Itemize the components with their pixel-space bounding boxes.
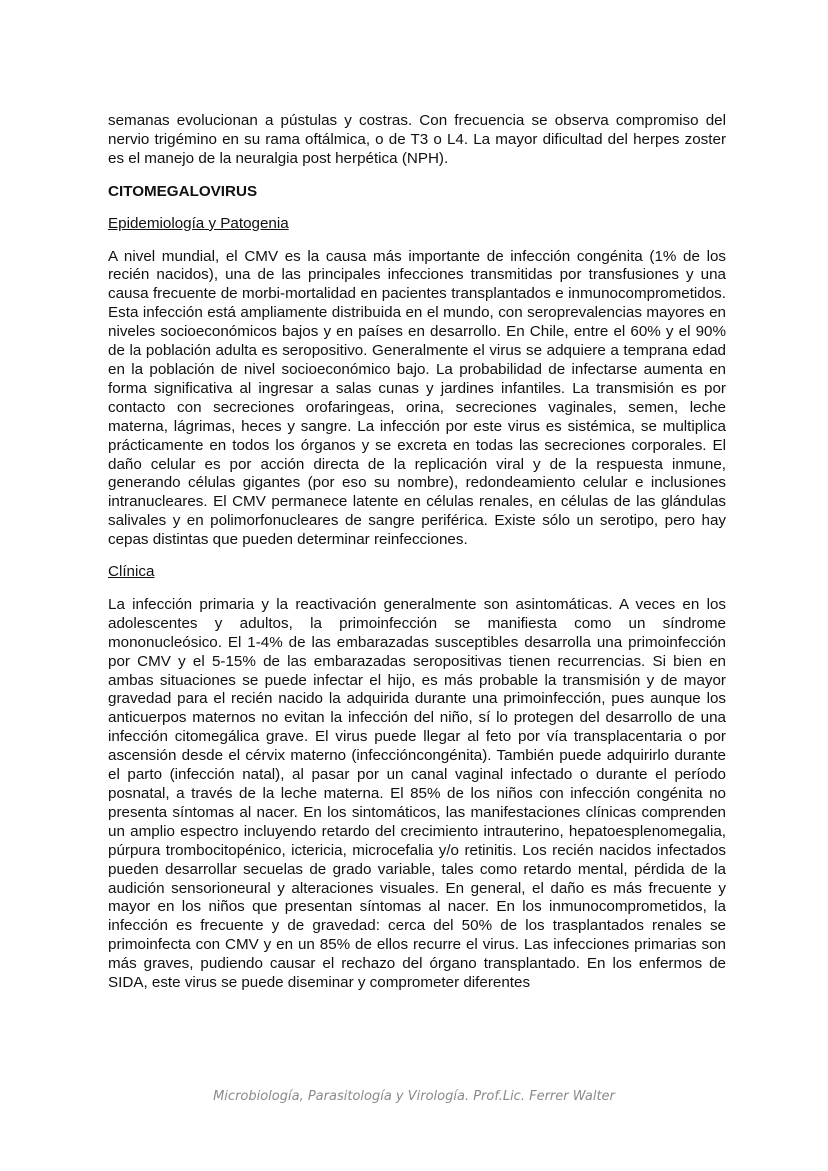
page-body [108, 112, 726, 993]
page-footer: Microbiología, Parasitología y Virología. Prof.Lic. Ferrer Walter [213, 1089, 615, 1104]
clinica-paragraph: La infección primaria y la reactivación generalmente son asintomáticas. A veces en los adolescentes y adultos, la primoinfección se manifiesta como un síndrome mononucleósico. El 1-4% de las embarazadas susceptibles desarrolla una primoinfección por CMV y el 5-15% de las embarazadas seropositivas tienen recurrencias. Si bien en ambas situaciones se puede infectar el hijo, es más probable la transmisión y de mayor gravedad para el recién nacido la adquirida durante una primoinfección, pues aunque los anticuerpos maternos no evitan la infección del niño, sí lo protegen del desarrollo de una infección citomegálica grave. El virus puede llegar al feto por vía transplacentaria o por ascensión desde el cérvix materno (infeccióncongénita). También puede adquirirlo durante el parto (infección natal), al pasar por un canal vaginal infectado o durante el período posnatal, a través de la leche materna. El 85% de los niños con infección congénita no presenta síntomas al nacer. En los sintomáticos, las manifestaciones clínicas comprenden un amplio espectro incluyendo retardo del crecimiento intrauterino, hepatoesplenomegalia, púrpura trombocitopénico, ictericia, microcefalia y/o retinitis. Los recién nacidos infectados pueden desarrollar secuelas de grado variable, tales como retardo mental, pérdida de la audición sensorioneural y alteraciones visuales. En general, el daño es más frecuente y mayor en los niños que presentan síntomas al nacer. En los inmunocomprometidos, la infección es frecuente y de gravedad: cerca del 50% de los trasplantados renales se primoinfecta con CMV y en un 85% de ellos recurre el virus. Las infecciones primarias son más graves, pudiendo causar el rechazo del órgano transplantado. En los enfermos de SIDA, este virus se puede diseminar y comprometer diferentes [108, 595, 726, 992]
clinica-heading: Clínica [108, 563, 155, 581]
epidemiology-paragraph: A nivel mundial, el CMV es la causa más importante de infección congénita (1% de los recién nacidos), una de las principales infecciones transmitidas por transfusiones y una causa frecuente de morbi-mortalidad en pacientes transplantados e inmunocomprometidos. Esta infección está ampliamente distribuida en el mundo, con seroprevalencias mayores en niveles socioeconómicos bajos y en países en desarrollo. En Chile, entre el 60% y el 90% de la población adulta es seropositivo. Generalmente el virus se adquiere a temprana edad en la población de nivel socioeconómico bajo. La probabilidad de infectarse aumenta en forma significativa al ingresar a salas cunas y jardines infantiles. La transmisión es por contacto con secreciones orofaringeas, orina, secreciones vaginales, semen, leche materna, lágrimas, heces y sangre. La infección por este virus es sistémica, se multiplica prácticamente en todos los órganos y se excreta en todas las secreciones corporales. El daño celular es por acción directa de la replicación viral y de la respuesta inmune, generando células gigantes (por eso su nombre), redondeamiento celular e inclusiones intranucleares. El CMV permanece latente en células renales, en células de las glándulas salivales y en polimorfonucleares de sangre periférica. Existe sólo un serotipo, pero hay cepas distintas que pueden determinar reinfecciones. [108, 247, 726, 549]
intro-paragraph: semanas evolucionan a pústulas y costras. Con frecuencia se observa compromiso del nervio trigémino en su rama oftálmica, o de T3 o L4. La mayor dificultad del herpes zoster es el manejo de la neuralgia post herpética (NPH). [108, 112, 726, 167]
section-title: CITOMEGALOVIRUS [108, 182, 258, 200]
epidemiology-heading: Epidemiología y Patogenia [108, 214, 289, 232]
